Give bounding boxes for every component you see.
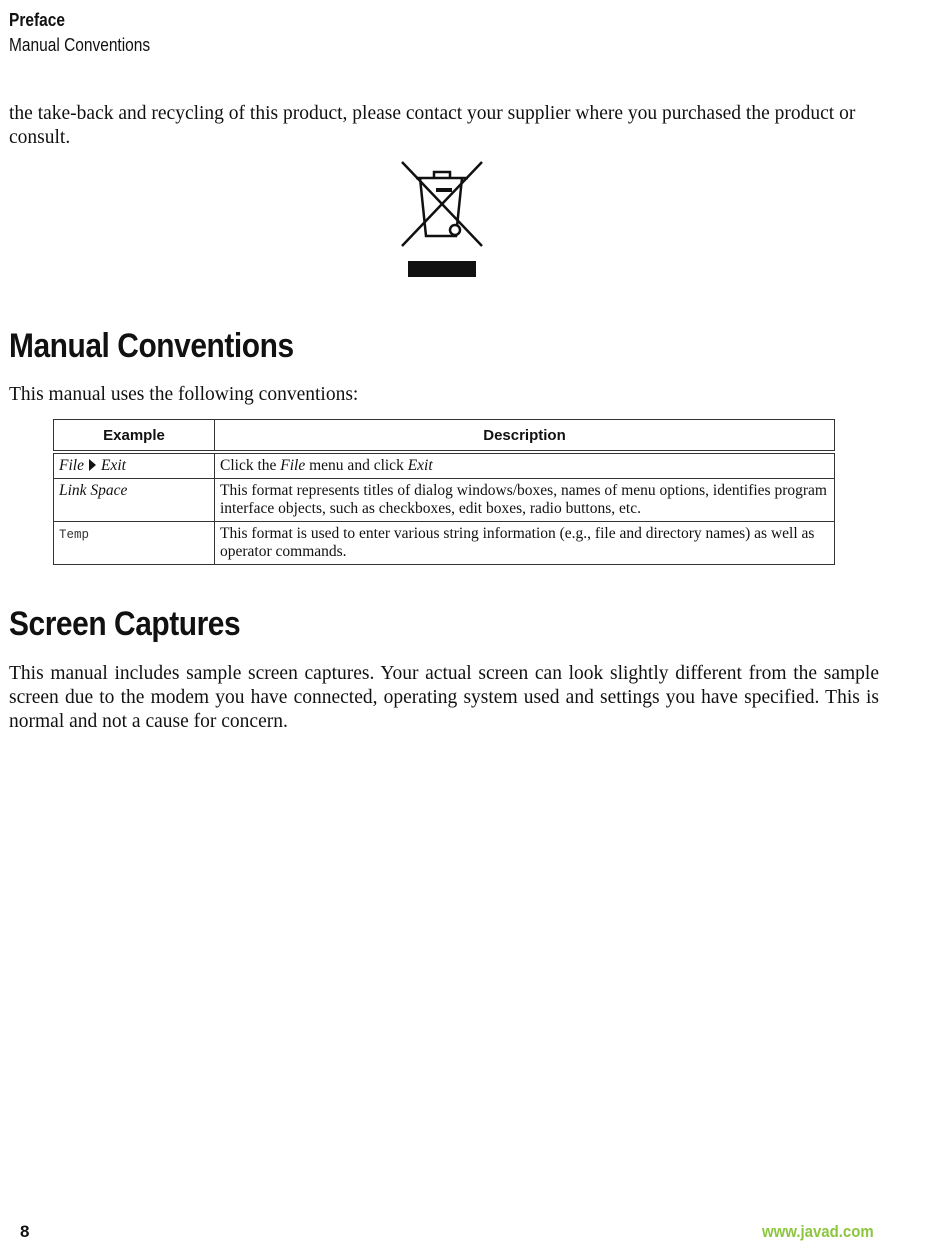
- example-cell: [54, 452, 215, 479]
- column-header-example: Example: [54, 420, 215, 453]
- description-cell: [215, 452, 835, 479]
- screen-captures-paragraph: This manual includes sample screen captures. Your actual screen can look slightly different from the sample screen due to the modem you have connected, operating system used and settings you have specified. This is normal and not a cause for concern.: [9, 663, 879, 732]
- running-header-section: Preface: [9, 10, 65, 30]
- example-mono-text: Temp: [59, 528, 90, 542]
- example-cell: Link Space: [54, 479, 215, 522]
- conventions-table: [53, 419, 835, 565]
- table-row: [54, 452, 835, 479]
- manual-conventions-heading: Manual Conventions: [9, 327, 294, 365]
- table-row: [54, 479, 835, 522]
- page-number: 8: [20, 1222, 30, 1241]
- intro-paragraph: the take-back and recycling of this product, please contact your supplier where you purchased the product or consult.: [9, 103, 856, 148]
- screen-captures-heading: Screen Captures: [9, 605, 241, 643]
- table-header-row: [54, 420, 835, 453]
- description-file: File: [280, 457, 306, 474]
- crossed-out-wheelie-bin-icon: [398, 158, 486, 280]
- example-menu-exit: Exit: [100, 457, 126, 474]
- description-cell: This format represents titles of dialog windows/boxes, names of menu options, identifies program interface objects, such as checkboxes, edit boxes, radio buttons, etc.: [215, 479, 835, 522]
- arrow-right-icon: [89, 459, 96, 471]
- example-cell: [54, 522, 215, 565]
- running-header-subsection: Manual Conventions: [9, 35, 151, 55]
- description-cell: This format is used to enter various string information (e.g., file and directory names) as well as operator commands.: [215, 522, 835, 565]
- description-text: Click the: [220, 457, 281, 474]
- conventions-lead-text: This manual uses the following conventions:: [9, 384, 359, 405]
- example-menu-file: File: [59, 457, 84, 474]
- website-link[interactable]: www.javad.com: [762, 1222, 874, 1241]
- table-row: [54, 522, 835, 565]
- column-header-description: Description: [215, 420, 835, 453]
- description-exit: Exit: [407, 457, 433, 474]
- description-text: menu and click: [305, 457, 408, 474]
